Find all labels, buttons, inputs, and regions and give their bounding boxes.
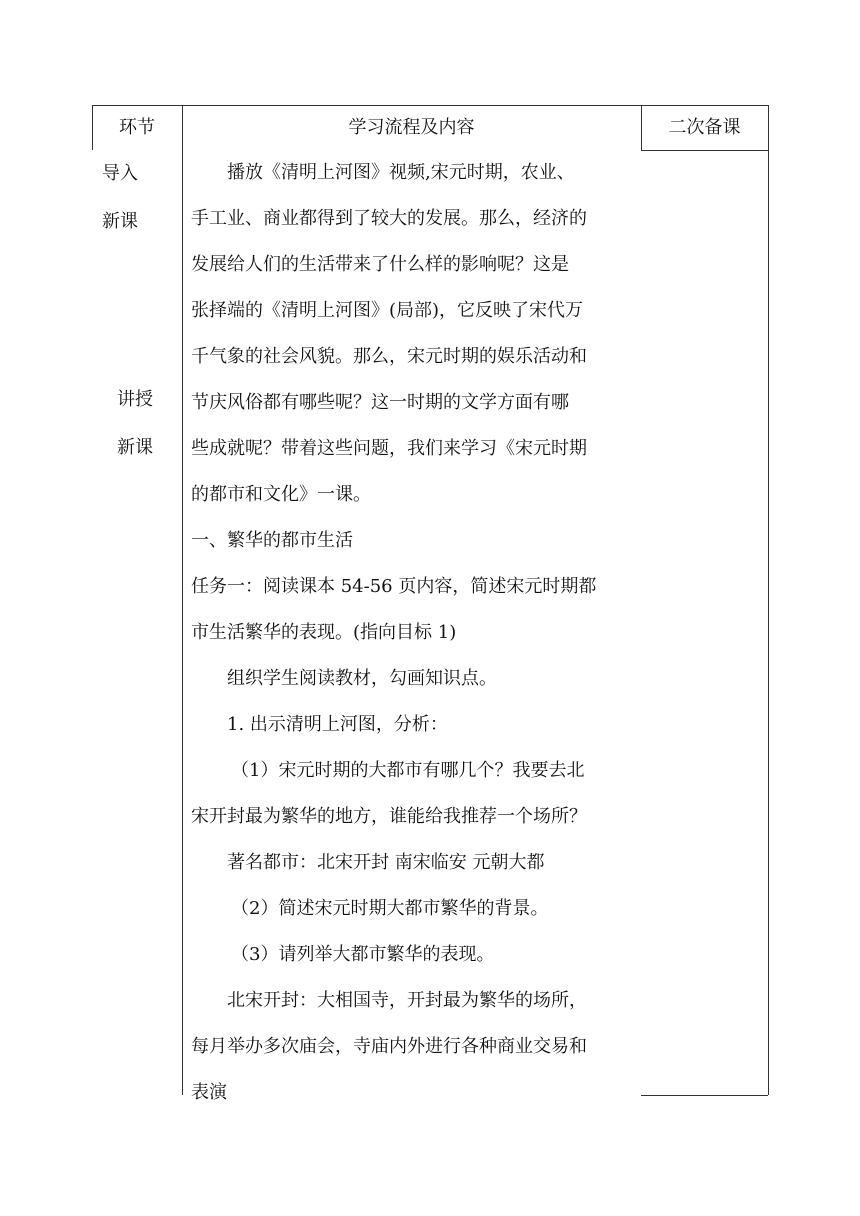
stage-teach-line-2: 新课 — [117, 437, 153, 458]
section-heading: 一、繁华的都市生活 — [191, 530, 353, 551]
question-line: （1）宋元时期的大都市有哪几个？我要去北 — [231, 760, 585, 781]
question-line: （3）请列举大都市繁华的表现。 — [231, 944, 495, 965]
content-line: 播放《清明上河图》视频,宋元时期，农业、 — [227, 162, 575, 183]
content-line: 发展给人们的生活带来了什么样的影响呢？这是 — [191, 254, 569, 275]
content-line: 表演 — [191, 1082, 227, 1103]
header-stage: 环节 — [119, 117, 155, 138]
question-line: （2）简述宋元时期大都市繁华的背景。 — [231, 898, 549, 919]
content-line: 著名都市：北宋开封 南宋临安 元朝大都 — [227, 852, 545, 873]
task-line: 任务一：阅读课本 54-56 页内容，简述宋元时期都 — [191, 576, 597, 597]
column-divider-1 — [182, 105, 183, 1095]
stage-teach-line-1: 讲授 — [117, 389, 153, 410]
content-line: 手工业、商业都得到了较大的发展。那么，经济的 — [191, 208, 587, 229]
content-line: 张择端的《清明上河图》(局部)，它反映了宋代万 — [191, 300, 584, 321]
content-line: 千气象的社会风貌。那么，宋元时期的娱乐活动和 — [191, 346, 587, 367]
question-line: 宋开封最为繁华的地方，谁能给我推荐一个场所？ — [191, 806, 587, 827]
stage-intro — [102, 150, 192, 246]
notes-column-bottom-border — [641, 1095, 768, 1096]
content-line: 节庆风俗都有哪些呢？这一时期的文学方面有哪 — [191, 392, 569, 413]
notes-column-border — [768, 105, 769, 1095]
lesson-content — [191, 150, 641, 1116]
content-line: 北宋开封：大相国寺，开封最为繁华的场所， — [227, 990, 587, 1011]
stage-intro-line-2: 新课 — [102, 211, 138, 232]
header-content: 学习流程及内容 — [348, 117, 475, 138]
stage-intro-line-1: 导入 — [102, 163, 138, 184]
content-line: 1. 出示清明上河图，分析： — [227, 714, 448, 735]
content-line: 些成就呢？带着这些问题，我们来学习《宋元时期 — [191, 438, 587, 459]
notes-header-bottom-border — [641, 150, 768, 151]
content-line: 的都市和文化》一课。 — [191, 484, 371, 505]
header-notes: 二次备课 — [668, 117, 741, 138]
task-line: 市生活繁华的表现。(指向目标 1) — [191, 622, 457, 643]
content-line: 每月举办多次庙会，寺庙内外进行各种商业交易和 — [191, 1036, 587, 1057]
content-line: 组织学生阅读教材，勾画知识点。 — [227, 668, 497, 689]
